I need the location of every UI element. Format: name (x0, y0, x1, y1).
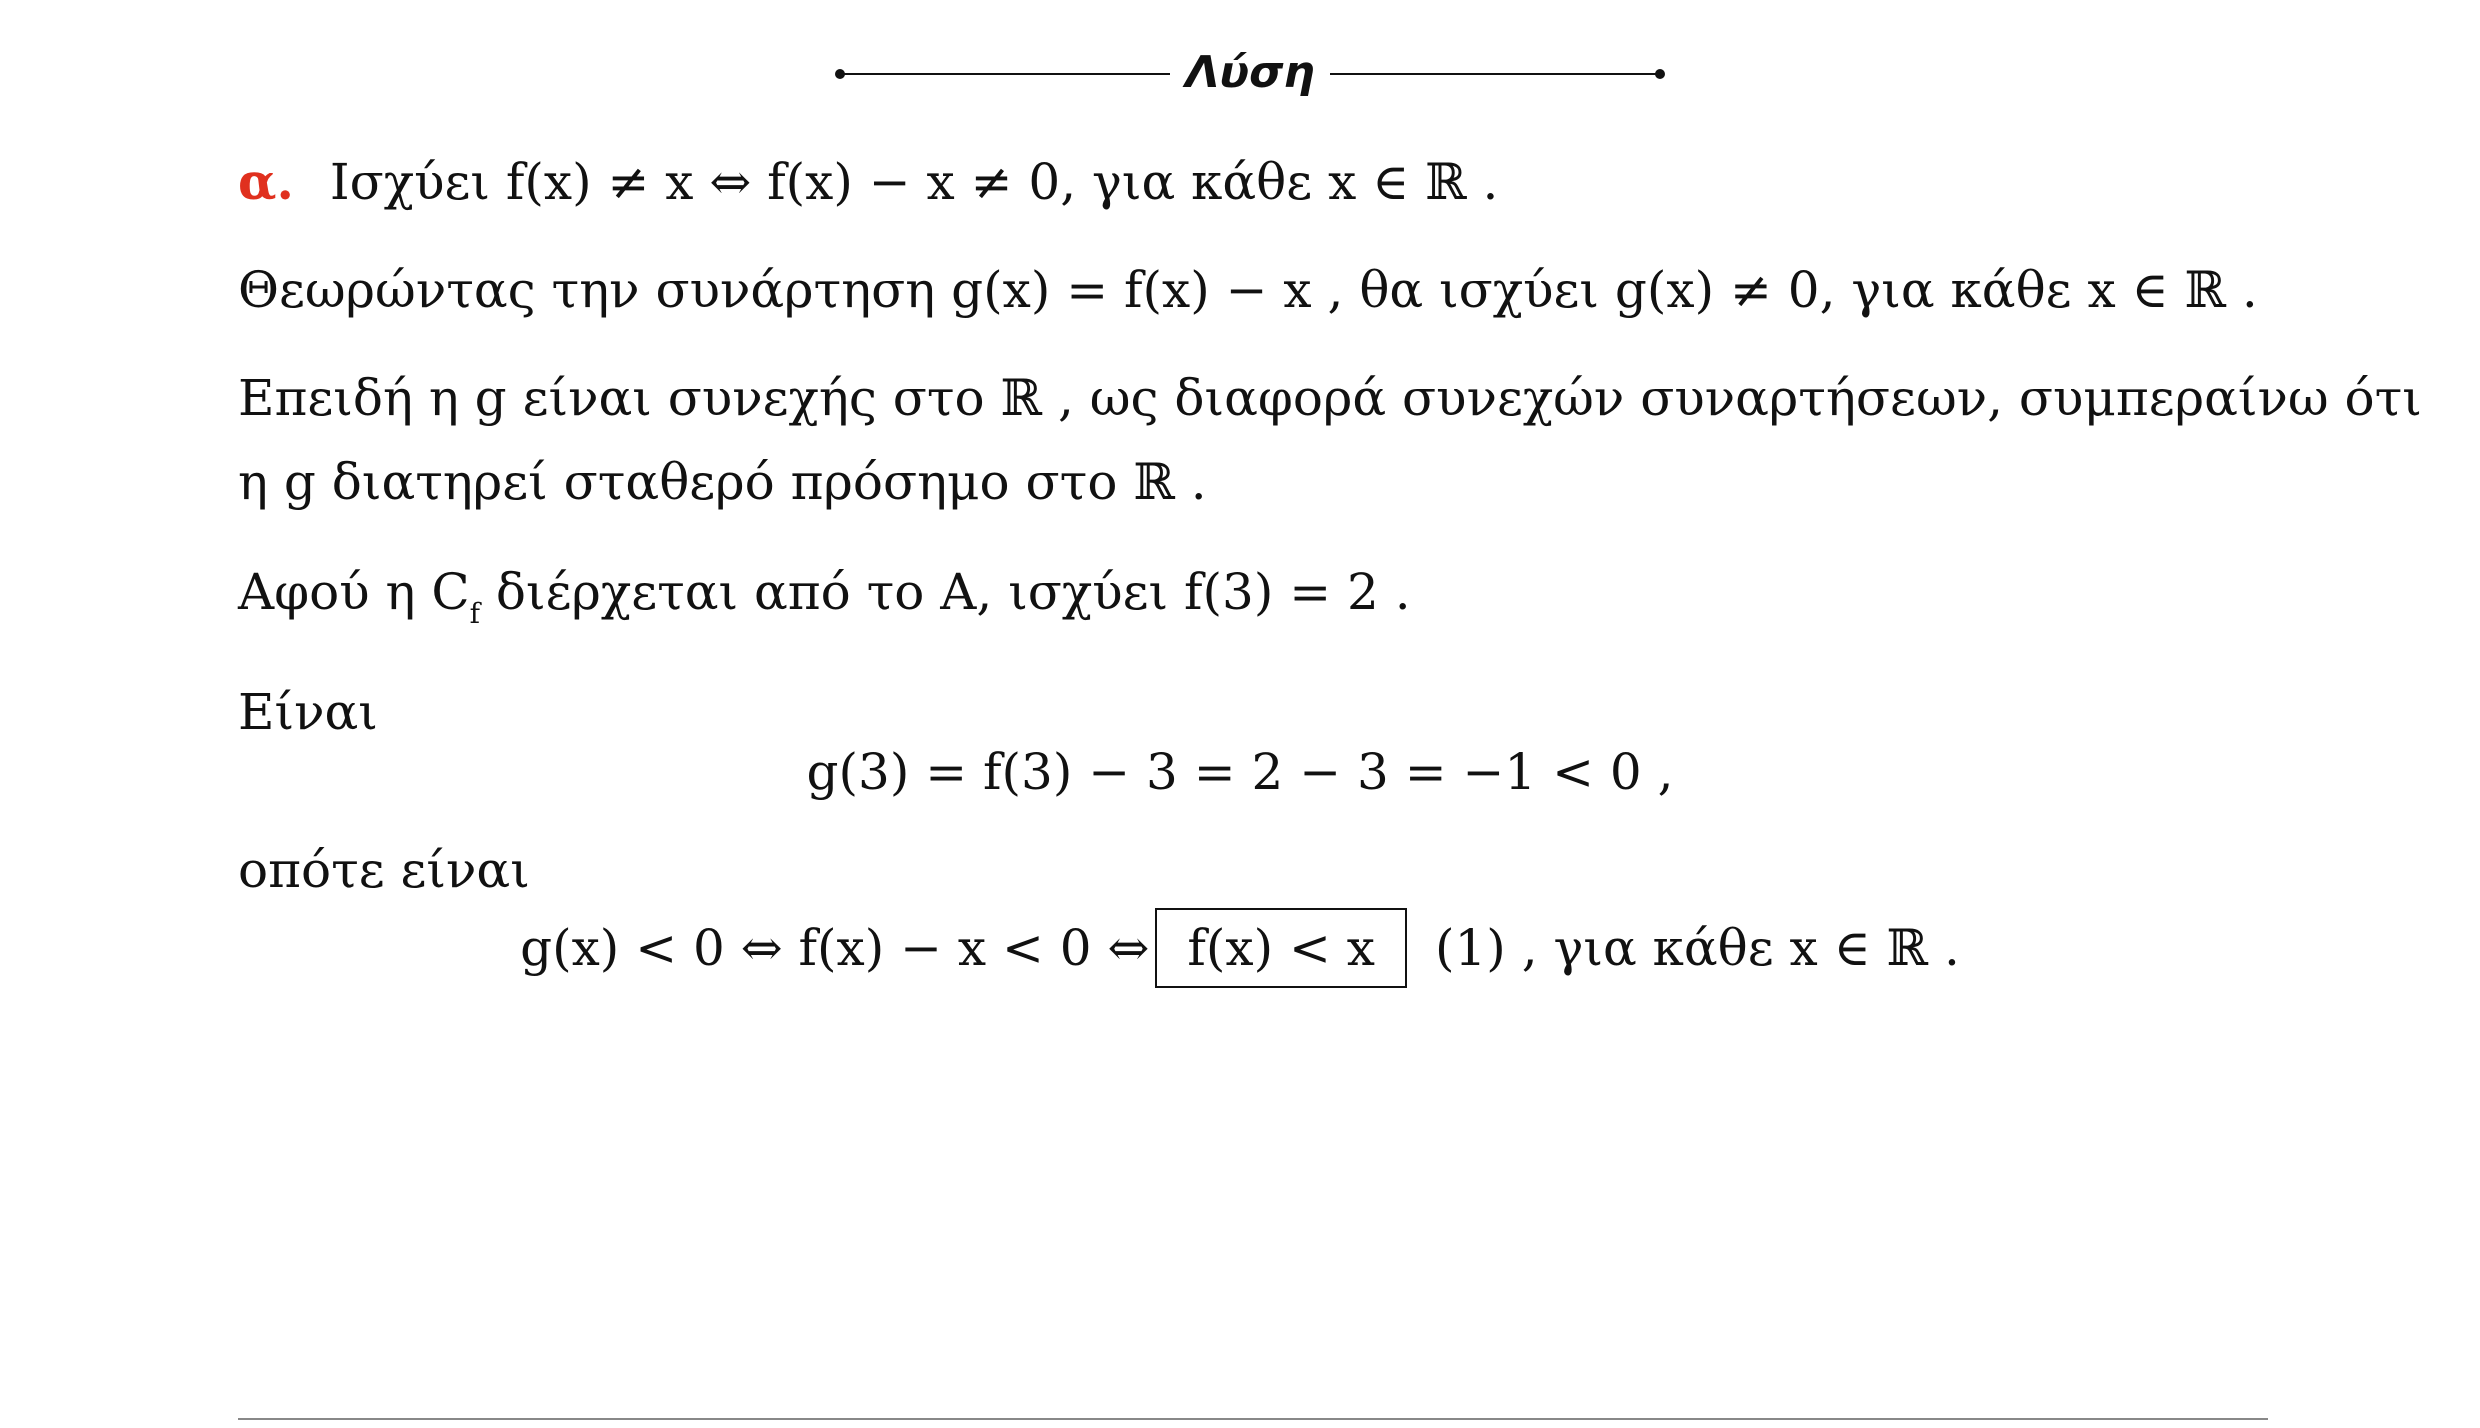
header-title: Λύση (1185, 47, 1315, 98)
equation-final-post: (1) , για κάθε x ∈ ℝ . (1434, 919, 1960, 977)
boxed-result: f(x) < x (1155, 908, 1407, 988)
header-left-rule (840, 73, 1170, 75)
solution-header (0, 40, 2480, 110)
part-a-label: α. (238, 152, 294, 211)
point-a-text-post: διέρχεται από το Α, ισχύει f(3) = 2 . (480, 563, 1411, 621)
equation-final-pre: g(x) < 0 ⇔ f(x) − x < 0 ⇔ (520, 919, 1150, 977)
header-right-rule (1330, 73, 1660, 75)
equation-final (0, 908, 2480, 988)
paragraph-einai: Είναι (238, 683, 378, 741)
part-a-text: Ισχύει f(x) ≠ x ⇔ f(x) − x ≠ 0, για κάθε x ∈ ℝ . (329, 153, 1499, 211)
point-a-text-pre: Αφού η C (238, 563, 470, 621)
paragraph-continuity: Επειδή η g είναι συνεχής στο ℝ , ως διαφορά συνεχών συναρτήσεων, συμπεραίνω ότι (238, 369, 2422, 427)
paragraph-constant-sign: η g διατηρεί σταθερό πρόσημο στο ℝ . (238, 453, 1207, 511)
footer-rule (238, 1418, 2268, 1420)
equation-g3: g(3) = f(3) − 3 = 2 − 3 = −1 < 0 , (806, 743, 1674, 801)
cf-subscript: f (469, 597, 480, 630)
part-a-statement (238, 150, 1498, 214)
paragraph-point-a (238, 560, 1411, 646)
header-right-dot (1655, 69, 1665, 79)
paragraph-opote: οπότε είναι (238, 841, 530, 899)
paragraph-define-g: Θεωρώντας την συνάρτηση g(x) = f(x) − x , θα ισχύει g(x) ≠ 0, για κάθε x ∈ ℝ . (238, 261, 2258, 319)
